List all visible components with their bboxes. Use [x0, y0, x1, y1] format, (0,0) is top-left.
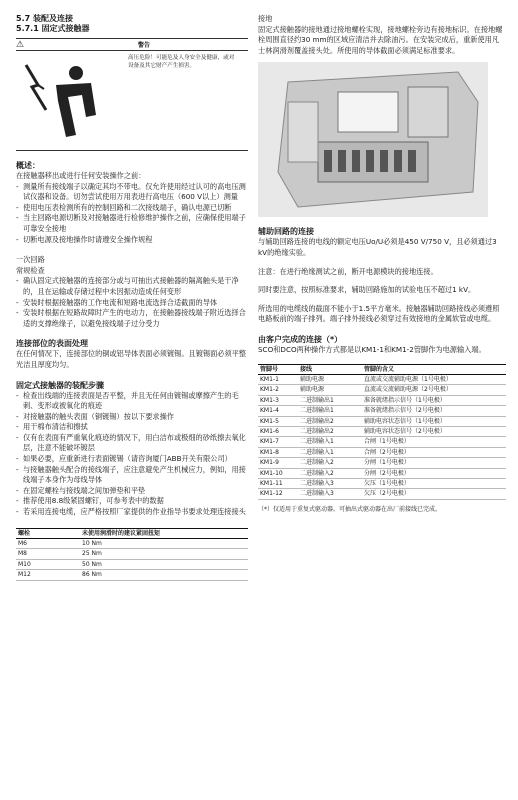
table-cell: KM1-11	[258, 479, 298, 489]
list-item: - 在固定螺栓与接线端之间加弹垫和平垫	[16, 486, 248, 497]
steps-list	[16, 391, 248, 518]
warning-text: 高压危险！可能危及人身安全及健康，或对设备及其它财产产生损害。	[128, 55, 235, 69]
table-row	[16, 559, 248, 569]
table-cell: KM1-8	[258, 447, 298, 457]
table-cell: 二进制输入2	[298, 458, 362, 468]
table-cell: 25 Nm	[80, 549, 248, 559]
customer-title: 由客户完成的连接（*）	[258, 334, 343, 344]
table-cell: M12	[16, 570, 80, 580]
list-item: - 确认固定式接触器的连接部分或与可抽出式接触器的隔离触头是干净的，且在运输或存储过程中未因振动造成任何变形	[16, 276, 248, 297]
list-item: - 测量所有接线端子以确定其均不带电。仅允许使用经过认可的高电压测试仪器和设备。切勿尝试使用万用表进行高电压（600 V以上）测量	[16, 182, 248, 203]
table-row	[258, 416, 506, 426]
table-cell: M6	[16, 539, 80, 549]
pin-table	[258, 364, 506, 500]
table-cell: 二进制输出1	[298, 406, 362, 416]
list-item: - 使用电压表检测所有的控制回路和二次接线端子，确认电源已切断	[16, 203, 248, 214]
table-cell: 10 Nm	[80, 539, 248, 549]
table-cell: 直流或交流辅助电源（2号电极）	[362, 385, 506, 395]
list-item: - 如果必要，应重新进行表面镀锡（请咨询厦门ABB开关有限公司）	[16, 454, 248, 465]
table-cell: 欠压（1号电极）	[362, 479, 506, 489]
table-cell: 二进制输入3	[298, 489, 362, 499]
warning-label: 警告	[138, 42, 151, 49]
aux-text-4: 所选用的电缆线的截面不能小于1.5平方毫米。接触器辅助回路接线必须遵照电路板前的端子排列。端子排外接线必须穿过有效接地的金属软管或电缆。	[258, 303, 500, 324]
table-cell: KM1-2	[258, 385, 298, 395]
table-cell: 二进制输入1	[298, 447, 362, 457]
table-row	[16, 549, 248, 559]
overview-list	[16, 182, 248, 246]
table-cell: 二进制输入1	[298, 437, 362, 447]
steps-title: 固定式接触器的装配步骤	[16, 380, 104, 390]
section-title: 5.7 装配及连接	[16, 14, 73, 23]
table-cell: 二进制输入3	[298, 479, 362, 489]
table-row	[258, 447, 506, 457]
table-cell: M10	[16, 559, 80, 569]
table-cell: 准备就绪指示信号（1号电极）	[362, 395, 506, 405]
table-cell: KM1-5	[258, 416, 298, 426]
right-column	[258, 14, 506, 514]
table-row	[16, 570, 248, 580]
table-cell: 准备就绪指示信号（2号电极）	[362, 406, 506, 416]
table-cell: KM1-1	[258, 374, 298, 384]
list-item: - 切断电源及接地操作时请遵安全操作规程	[16, 235, 248, 246]
table-cell: KM1-4	[258, 406, 298, 416]
table-header: 螺栓	[16, 528, 80, 538]
table-header: 管脚的含义	[362, 364, 506, 374]
list-item: - 推荐使用8.8级紧固螺钉，可参考表中的数据	[16, 496, 248, 507]
table-cell: 合闸（2号电极）	[362, 447, 506, 457]
table-header: 接线	[298, 364, 362, 374]
table-cell: M8	[16, 549, 80, 559]
list-item: - 安装时根据接触器的工作电流和短路电流选择合适截面的导体	[16, 298, 248, 309]
contactor-terminal-photo	[258, 62, 488, 217]
table-cell: KM1-6	[258, 426, 298, 436]
aux-text-2: 注意：在进行绝缘测试之前，断开电源模块的接地连接。	[258, 266, 438, 276]
table-row	[258, 426, 506, 436]
list-item: - 用干棉布清洁和擦拭	[16, 422, 248, 433]
table-cell: 分闸（2号电极）	[362, 468, 506, 478]
table-cell: KM1-12	[258, 489, 298, 499]
warning-box	[16, 38, 248, 151]
torque-table	[16, 528, 248, 581]
list-item: - 安装时根据在短路故障时产生的电动力，在接触器接线端子附近选择合适的支撑绝缘子，以避免接线端子过分受力	[16, 308, 248, 329]
primary-circuit-subtitle: 常规检查	[16, 265, 45, 275]
list-item: - 检查出线端的连接表面是否平整，并且无任何由镀锡或摩擦产生的毛刺、变形或被氧化的痕迹	[16, 391, 248, 412]
table-cell: 合闸（1号电极）	[362, 437, 506, 447]
table-cell: 辅助电容状态信号（1号电极）	[362, 416, 506, 426]
aux-text-1: 与辅助回路连接的电线的额定电压Uo/U必须是450 V/750 V，且必须通过3 kV的绝缘实验。	[258, 237, 497, 257]
table-row	[258, 385, 506, 395]
table-cell: 二进制输出2	[298, 426, 362, 436]
aux-text-3: 同时要注意，按照标准要求，辅助回路施加的试验电压不超过1 kV。	[258, 285, 476, 295]
list-item: - 当主回路电源切断及对接触器进行检修维护操作之前，应确保使用端子可靠安全接地	[16, 213, 248, 234]
table-row	[258, 458, 506, 468]
left-column	[16, 14, 248, 581]
table-cell: 50 Nm	[80, 559, 248, 569]
table-row	[258, 374, 506, 384]
table-cell: KM1-9	[258, 458, 298, 468]
table-header: 未使用润滑时的建议紧固扭矩	[80, 528, 248, 538]
list-item: - 与接触器触头配合的接线端子，应注意避免产生机械应力，例如，用接线端子本身作为母线导体	[16, 465, 248, 486]
table-cell: 86 Nm	[80, 570, 248, 580]
table-cell: 辅助电容状态信号（2号电极）	[362, 426, 506, 436]
table-header: 管脚号	[258, 364, 298, 374]
table-cell: 直流或交流辅助电源（1号电极）	[362, 374, 506, 384]
table-cell: 二进制输出2	[298, 416, 362, 426]
aux-title: 辅助回路的连接	[258, 227, 314, 237]
table-row	[258, 489, 506, 499]
table-cell: 二进制输入2	[298, 468, 362, 478]
table-cell: 辅助电源	[298, 385, 362, 395]
surface-title: 连接部位的表面处理	[16, 339, 88, 349]
primary-list	[16, 276, 248, 329]
list-item: - 若采用连接电缆，应严格按照厂家提供的作业指导书要求处理连接接头	[16, 507, 248, 518]
table-row	[258, 395, 506, 405]
table-row	[16, 539, 248, 549]
overview-intro: 在接触器移出或进行任何安装操作之前：	[16, 171, 146, 180]
customer-text: SCO和DCO两种操作方式都是以KM1-1和KM1-2管脚作为电源输入端。	[258, 344, 486, 354]
table-cell: 辅助电源	[298, 374, 362, 384]
table-cell: 二进制输出1	[298, 395, 362, 405]
list-item: - 对接触器的触头表面（铜镀锡）按以下要求操作	[16, 412, 248, 423]
ground-title: 接地	[258, 14, 273, 23]
subsection-title: 5.7.1 固定式接触器	[16, 24, 90, 33]
table-cell: KM1-3	[258, 395, 298, 405]
table-cell: KM1-10	[258, 468, 298, 478]
table-cell: 欠压（2号电极）	[362, 489, 506, 499]
list-item: - 仅有在表面有严重氧化痕迹的情况下，用白洁布或极细的砂纸擦去氧化层，注意不能破坏镀层	[16, 433, 248, 454]
overview-title: 概述：	[16, 161, 40, 170]
table-cell: 分闸（1号电极）	[362, 458, 506, 468]
table-row	[258, 437, 506, 447]
warning-triangle-icon: ⚠	[16, 39, 25, 50]
electric-shock-icon	[16, 55, 128, 145]
table-cell: KM1-7	[258, 437, 298, 447]
surface-text: 在任何情况下，连接部位的铜或铝导体表面必须镀锡。且镀锡面必须平整光洁且厚度均匀。	[16, 349, 247, 369]
table-row	[258, 406, 506, 416]
table-row	[258, 479, 506, 489]
footnote: （*）仅适用于重复式驱动器。可抽出式驱动器在出厂前接线已完成。	[258, 505, 442, 513]
table-row	[258, 468, 506, 478]
ground-text: 固定式接触器的接地通过接地螺栓实现，接地螺栓旁边有接地标识。在接地螺栓周围直径约30 mm的区域应清洁并去除油污。在安装完成后，重新使用凡士林润滑剂覆盖接头处。所使用的导体截面必须满足标准要求。	[258, 24, 503, 55]
primary-circuit-title: 一次回路	[16, 255, 45, 265]
